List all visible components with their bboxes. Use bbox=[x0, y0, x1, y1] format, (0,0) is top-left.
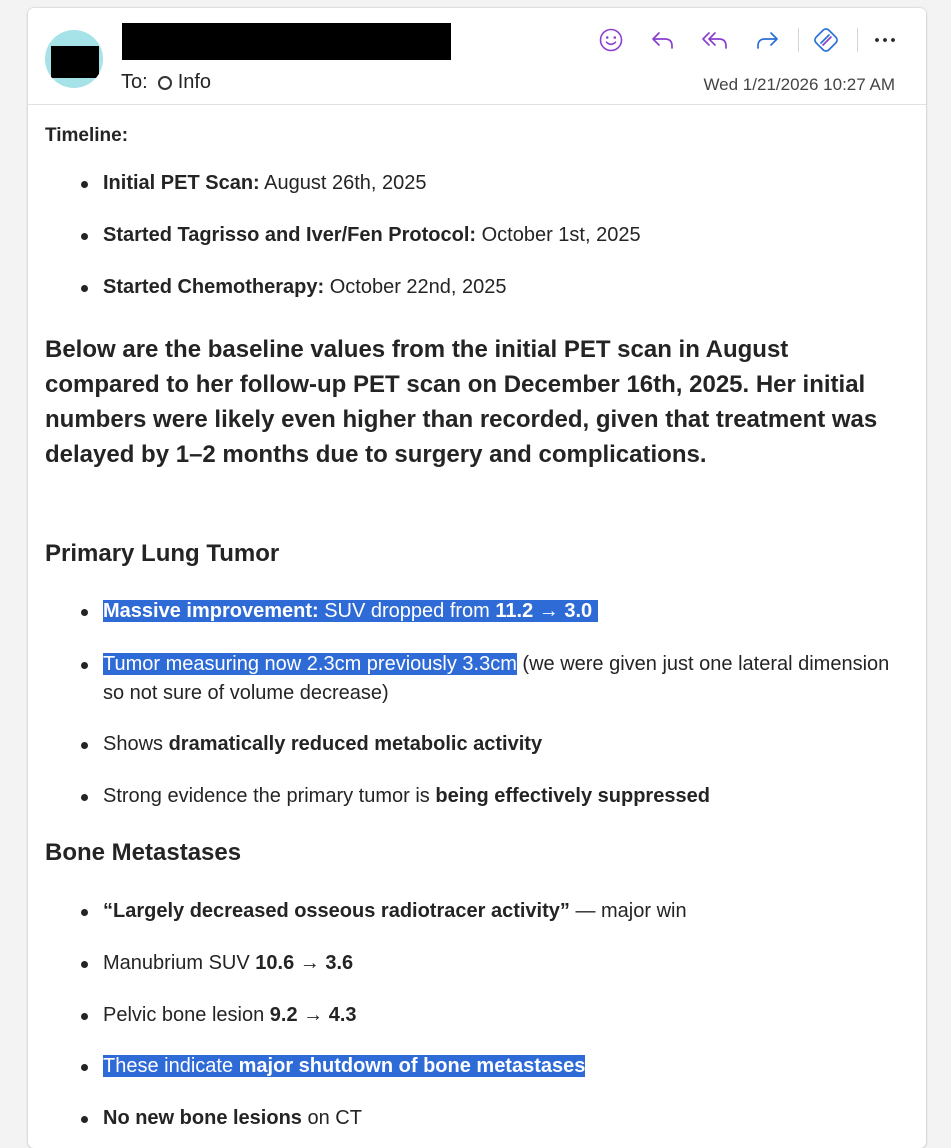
more-icon bbox=[873, 36, 897, 44]
bold-text: “Largely decreased osseous radiotracer activity” bbox=[103, 900, 570, 922]
bold-value: 9.2 → 4.3 bbox=[269, 1004, 357, 1026]
timeline-item-date: October 1st, 2025 bbox=[476, 224, 641, 246]
list-item bbox=[103, 897, 893, 926]
list-item bbox=[103, 782, 893, 811]
reply-all-button[interactable] bbox=[696, 24, 734, 56]
highlighted-text bbox=[103, 600, 598, 622]
bold-value: 10.6 → 3.6 bbox=[255, 952, 354, 974]
timeline-item bbox=[103, 169, 893, 198]
bold-text: No new bone lesions bbox=[103, 1107, 302, 1129]
text: SUV dropped from bbox=[318, 600, 496, 622]
bold-text: major shutdown of bone metastases bbox=[238, 1055, 586, 1077]
reply-icon bbox=[649, 28, 677, 52]
highlighted-text bbox=[103, 1055, 585, 1077]
sender-name-redaction bbox=[122, 23, 451, 60]
forward-button[interactable] bbox=[748, 24, 786, 56]
toolbar-separator-2 bbox=[857, 28, 858, 52]
timeline-item-label: Started Chemotherapy: bbox=[103, 276, 325, 298]
section-heading-bone-metastases: Bone Metastases bbox=[45, 839, 242, 866]
bold-value: 11.2 → 3.0 bbox=[495, 600, 593, 622]
message-toolbar bbox=[578, 24, 904, 56]
section-heading-primary-tumor: Primary Lung Tumor bbox=[45, 540, 280, 567]
loop-icon bbox=[812, 26, 840, 54]
avatar[interactable] bbox=[45, 30, 103, 88]
intro-paragraph: Below are the baseline values from the initial PET scan in August compared to her follow-up PET scan on December 16th, 2025. Her initial numbers were likely even higher than recorded, given that treatment was delayed by 1–2 months due to surgery and complications. bbox=[45, 336, 878, 468]
reply-button[interactable] bbox=[644, 24, 682, 56]
reply-all-icon bbox=[700, 28, 730, 52]
timeline-heading: Timeline: bbox=[45, 125, 129, 146]
email-card bbox=[28, 8, 926, 1148]
smiley-icon bbox=[598, 27, 624, 53]
timeline-item-label: Initial PET Scan: bbox=[103, 172, 260, 194]
text: — major win bbox=[569, 900, 687, 922]
bold-text: Massive improvement: bbox=[103, 600, 319, 622]
email-header bbox=[28, 8, 926, 105]
recipient-name[interactable]: Info bbox=[177, 71, 212, 93]
email-datetime: Wed 1/21/2026 10:27 AM bbox=[703, 75, 895, 94]
toolbar-separator bbox=[798, 28, 799, 52]
to-line bbox=[121, 71, 211, 94]
timeline-item bbox=[103, 273, 893, 302]
timeline-item bbox=[103, 221, 893, 250]
bold-text: being effectively suppressed bbox=[435, 785, 710, 807]
text: These indicate bbox=[103, 1055, 239, 1077]
text: Strong evidence the primary tumor is bbox=[103, 785, 436, 807]
list-item bbox=[103, 949, 893, 978]
presence-icon bbox=[158, 76, 172, 90]
list-item bbox=[103, 730, 893, 759]
list-item bbox=[103, 1001, 893, 1030]
text: on CT bbox=[301, 1107, 362, 1129]
to-label: To: bbox=[121, 71, 148, 93]
text: (we were given just one lateral dimension so not sure of volume decrease) bbox=[103, 653, 890, 704]
list-item bbox=[103, 1052, 893, 1081]
text: Pelvic bone lesion bbox=[103, 1004, 270, 1026]
highlighted-text: Tumor measuring now 2.3cm previously 3.3cm bbox=[103, 653, 517, 675]
more-actions-button[interactable] bbox=[866, 24, 904, 56]
avatar-redaction bbox=[51, 46, 99, 78]
text: Shows bbox=[103, 733, 169, 755]
list-item bbox=[103, 597, 893, 626]
loop-button[interactable] bbox=[807, 24, 845, 56]
list-item bbox=[103, 650, 893, 708]
text: Manubrium SUV bbox=[103, 952, 256, 974]
timeline-item-date: October 22nd, 2025 bbox=[324, 276, 507, 298]
timeline-item-label: Started Tagrisso and Iver/Fen Protocol: bbox=[103, 224, 477, 246]
timeline-item-date: August 26th, 2025 bbox=[259, 172, 427, 194]
list-item bbox=[103, 1104, 893, 1133]
forward-icon bbox=[753, 28, 781, 52]
react-button[interactable] bbox=[592, 24, 630, 56]
bold-text: dramatically reduced metabolic activity bbox=[168, 733, 543, 755]
